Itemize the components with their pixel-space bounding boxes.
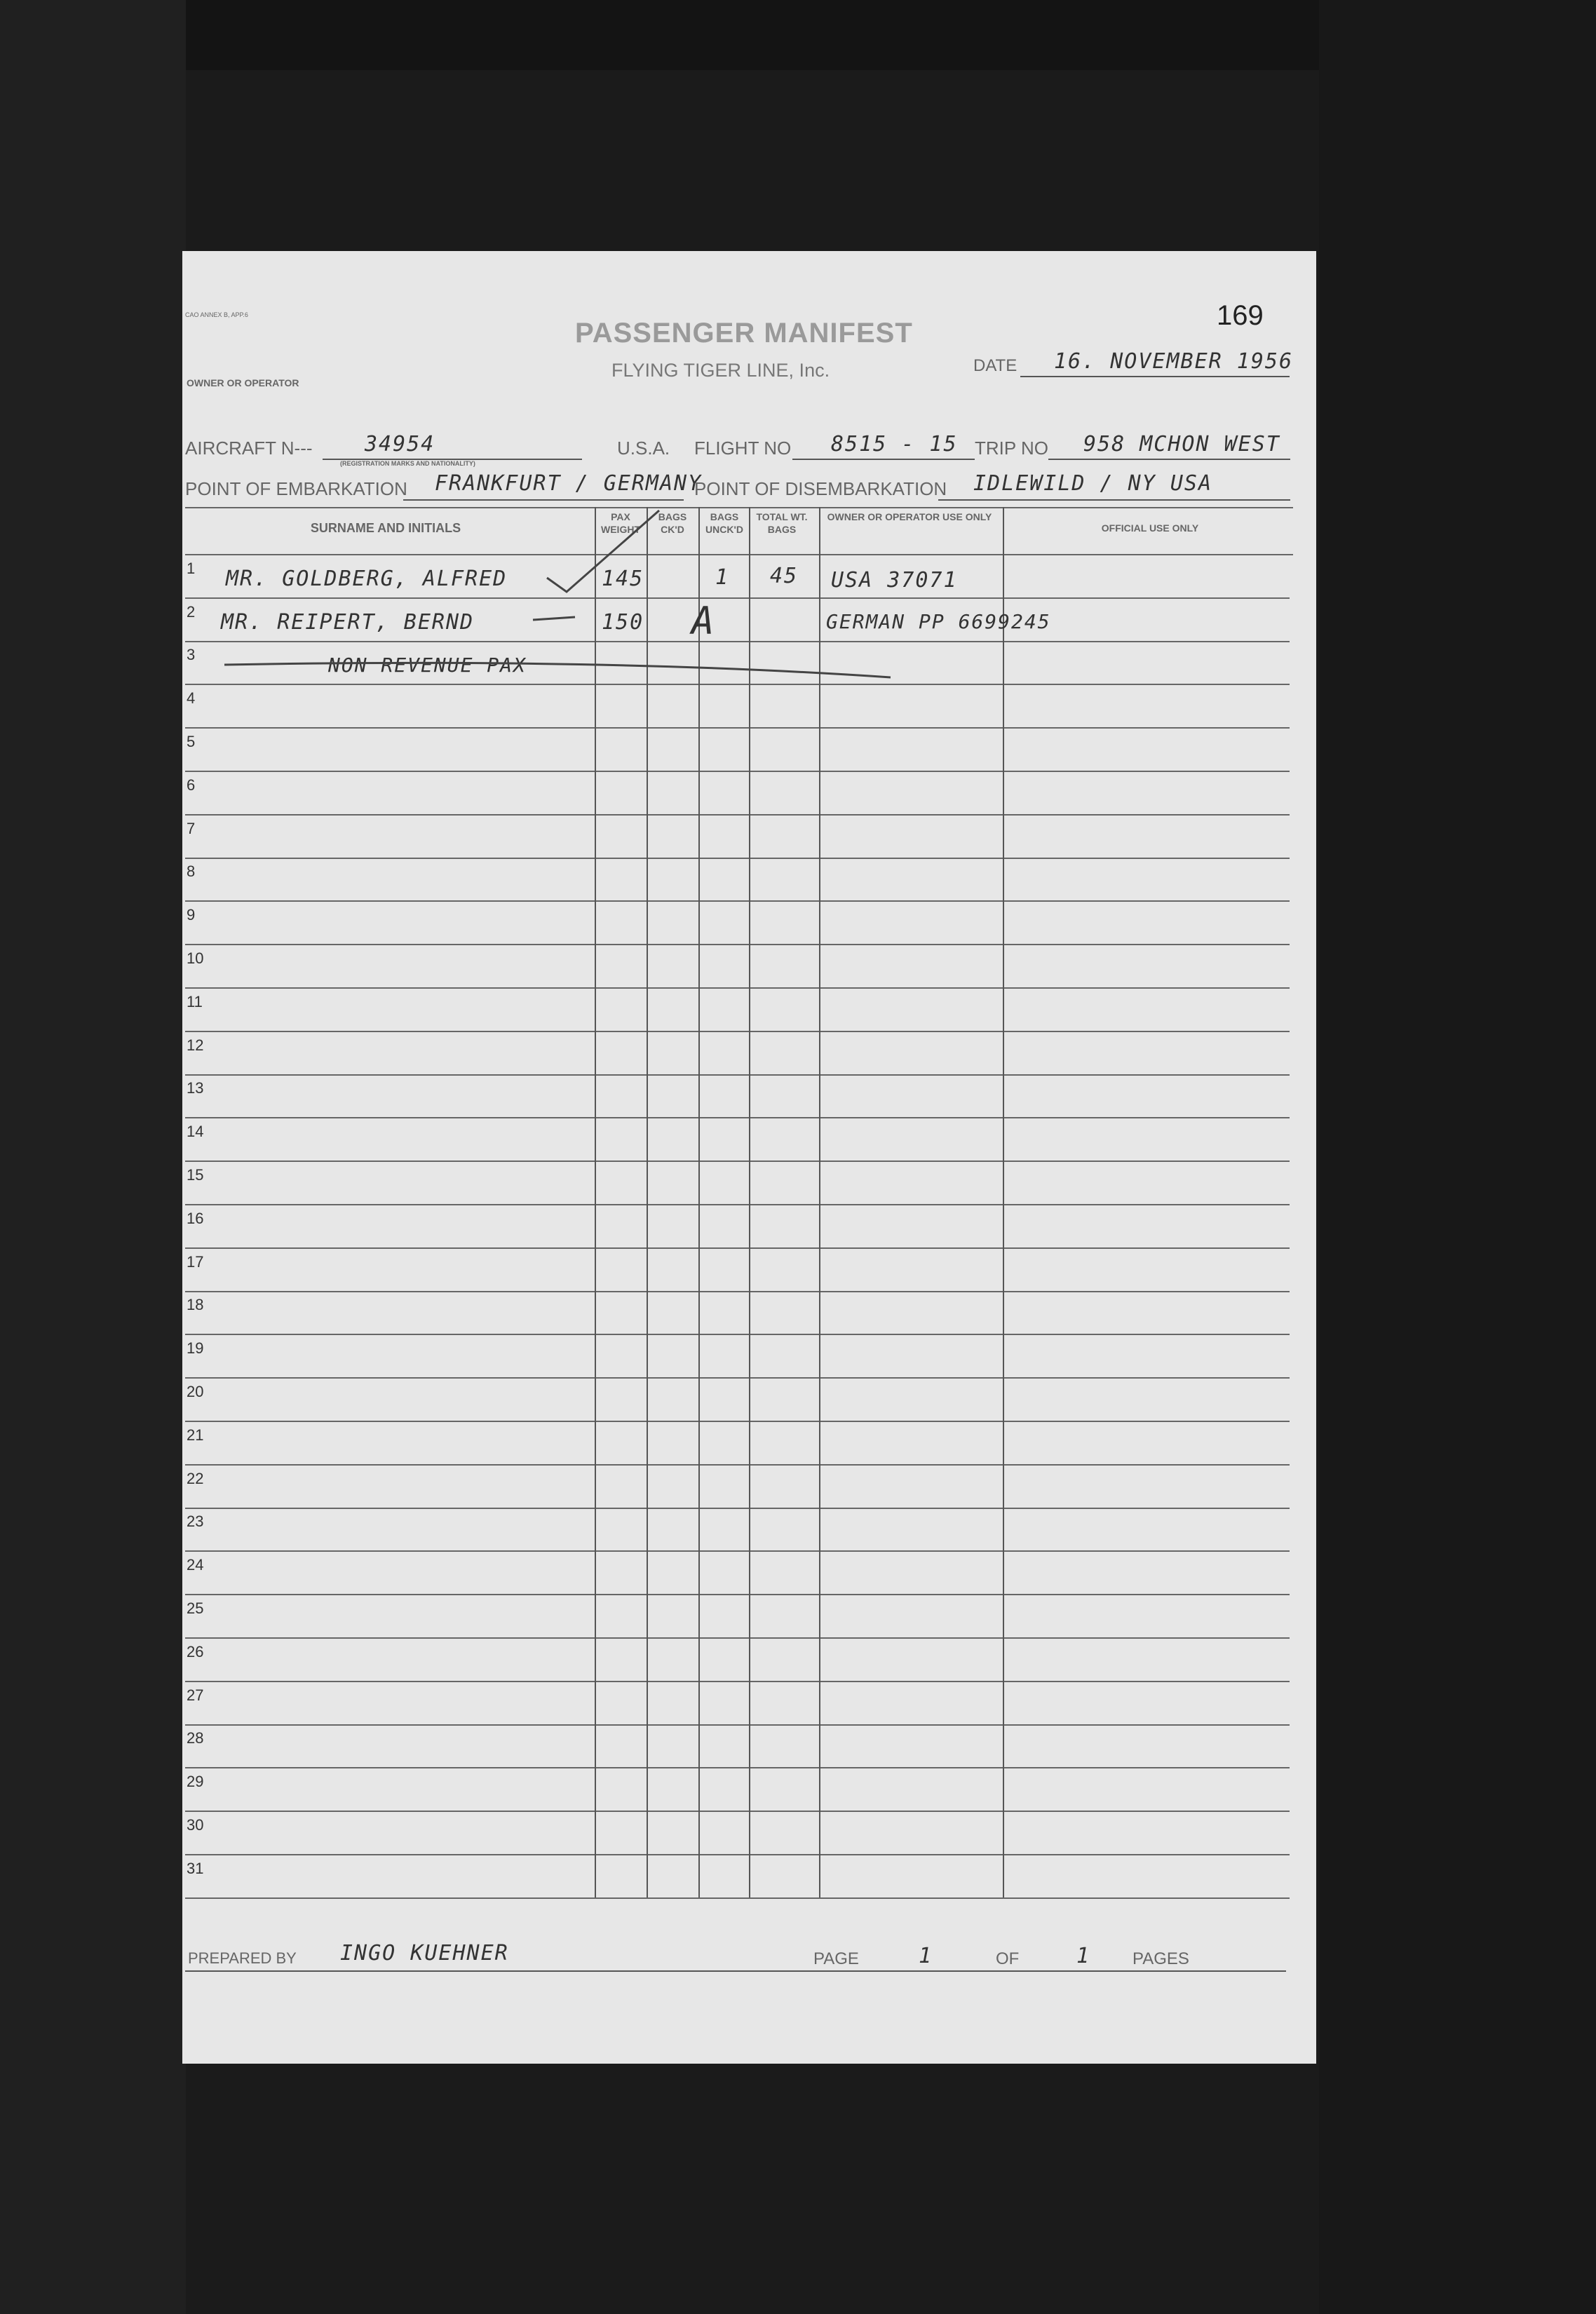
prepared-by-label: PREPARED BY bbox=[188, 1949, 297, 1967]
dash-stroke bbox=[533, 617, 575, 620]
entry-1-name: MR. GOLDBERG, ALFRED bbox=[226, 567, 508, 591]
strike-through-line bbox=[224, 663, 891, 677]
table-row-line bbox=[185, 1854, 1290, 1855]
table-row-line bbox=[185, 1767, 1290, 1768]
row-number: 28 bbox=[187, 1729, 204, 1747]
entry-1-owner-use: USA 37071 bbox=[831, 568, 958, 593]
row-number: 23 bbox=[187, 1513, 204, 1530]
trip-label: TRIP NO bbox=[975, 438, 1048, 459]
row-number: 18 bbox=[187, 1296, 204, 1313]
table-row-line bbox=[185, 1247, 1290, 1249]
film-border-left bbox=[0, 0, 186, 2314]
aircraft-value: 34954 bbox=[365, 432, 435, 456]
table-row-line bbox=[185, 900, 1290, 902]
row-number: 29 bbox=[187, 1773, 204, 1790]
table-row-line bbox=[185, 1637, 1290, 1639]
table-row-line bbox=[185, 1724, 1290, 1726]
row-number: 15 bbox=[187, 1166, 204, 1184]
embarkation-label: POINT OF EMBARKATION bbox=[185, 478, 407, 499]
row-number: 7 bbox=[187, 820, 196, 837]
row-number: 2 bbox=[187, 603, 196, 621]
trip-value: 958 MCHON WEST bbox=[1083, 432, 1280, 456]
table-row-line bbox=[185, 1334, 1290, 1335]
col-header-owner-use: OWNER OR OPERATOR USE ONLY bbox=[827, 511, 992, 522]
date-label: DATE bbox=[973, 356, 1017, 375]
entry-2-owner-use: GERMAN PP 6699245 bbox=[826, 610, 1051, 633]
row-number: 31 bbox=[187, 1860, 204, 1877]
table-row-line bbox=[185, 1291, 1290, 1292]
col-header-bags-unckd: BAGS UNCK'D bbox=[705, 511, 743, 535]
table-row-line bbox=[185, 1594, 1290, 1595]
table-row-line bbox=[185, 1508, 1290, 1509]
table-row-line bbox=[185, 1550, 1290, 1552]
row-number: 25 bbox=[187, 1599, 204, 1617]
disembarkation-value: IDLEWILD / NY USA bbox=[973, 471, 1213, 496]
footer-underline bbox=[185, 1970, 1286, 1972]
flight-value: 8515 - 15 bbox=[831, 432, 958, 456]
usa-label: U.S.A. bbox=[617, 438, 670, 459]
table-row-line bbox=[185, 1421, 1290, 1422]
pages-label: PAGES bbox=[1132, 1949, 1189, 1968]
row-number: 30 bbox=[187, 1816, 204, 1834]
table-row-line bbox=[185, 1161, 1290, 1162]
owner-operator-label: OWNER OR OPERATOR bbox=[187, 377, 299, 388]
col-header-pax-weight: PAX WEIGHT bbox=[601, 511, 640, 535]
row3-note: NON REVENUE PAX bbox=[328, 654, 527, 677]
entry-2-pax-weight: 150 bbox=[602, 610, 644, 635]
corner-note: CAO ANNEX B, APP.6 bbox=[185, 311, 248, 318]
row-number: 26 bbox=[187, 1643, 204, 1660]
manifest-title: PASSENGER MANIFEST bbox=[575, 318, 913, 349]
aircraft-sub-label: (REGISTRATION MARKS AND NATIONALITY) bbox=[340, 460, 475, 467]
manifest-page bbox=[182, 251, 1316, 2064]
table-row-line bbox=[185, 1074, 1290, 1076]
table-row-line bbox=[185, 1117, 1290, 1118]
row-number: 14 bbox=[187, 1123, 204, 1140]
date-value: 16. NOVEMBER 1956 bbox=[1054, 349, 1294, 374]
row-number: 16 bbox=[187, 1210, 204, 1227]
row-number: 1 bbox=[187, 560, 196, 577]
entry-1-bags-unckd: 1 bbox=[715, 565, 730, 590]
row-number: 5 bbox=[187, 733, 196, 750]
disembarkation-label: POINT OF DISEMBARKATION bbox=[694, 478, 947, 499]
col-header-official-use: OFFICIAL USE ONLY bbox=[1101, 522, 1199, 534]
aircraft-label: AIRCRAFT N--- bbox=[185, 438, 313, 459]
row-number: 10 bbox=[187, 949, 204, 967]
table-row-line bbox=[185, 858, 1290, 859]
row-number: 6 bbox=[187, 776, 196, 794]
row-number: 20 bbox=[187, 1383, 204, 1400]
of-value: 1 bbox=[1076, 1944, 1091, 1968]
col-header-total-wt: TOTAL WT. BAGS bbox=[756, 511, 808, 535]
table-row-line bbox=[185, 814, 1290, 816]
row-number: 3 bbox=[187, 646, 196, 663]
table-row-line bbox=[185, 1897, 1290, 1899]
film-border-right bbox=[1319, 0, 1596, 2314]
handwritten-marks bbox=[182, 251, 1316, 812]
table-row-line bbox=[185, 1204, 1290, 1205]
table-row-line bbox=[185, 1464, 1290, 1466]
entry-1-pax-weight: 145 bbox=[602, 567, 644, 591]
row-number: 22 bbox=[187, 1470, 204, 1487]
of-label: OF bbox=[996, 1949, 1020, 1968]
row-number: 13 bbox=[187, 1079, 204, 1097]
entry-2-name: MR. REIPERT, BERND bbox=[221, 610, 475, 635]
table-row-line bbox=[185, 1031, 1290, 1032]
page-label: PAGE bbox=[813, 1949, 859, 1968]
row-number: 27 bbox=[187, 1686, 204, 1704]
airline-name: FLYING TIGER LINE, Inc. bbox=[611, 360, 830, 381]
page-value: 1 bbox=[919, 1944, 933, 1968]
flight-label: FLIGHT NO bbox=[694, 438, 792, 459]
row-number: 21 bbox=[187, 1426, 204, 1444]
table-row-line bbox=[185, 1377, 1290, 1379]
row-number: 19 bbox=[187, 1339, 204, 1357]
table-row-line bbox=[185, 1681, 1290, 1682]
row-number: 12 bbox=[187, 1036, 204, 1054]
row-number: 11 bbox=[187, 993, 203, 1010]
row-number: 24 bbox=[187, 1556, 204, 1574]
page-number-stamp: 169 bbox=[1217, 300, 1264, 331]
row-number: 9 bbox=[187, 906, 196, 923]
row-number: 8 bbox=[187, 862, 196, 880]
table-row-line bbox=[185, 987, 1290, 989]
embarkation-value: FRANKFURT / GERMANY bbox=[435, 471, 703, 496]
table-row-line bbox=[185, 944, 1290, 945]
entry-1-total-wt: 45 bbox=[770, 564, 799, 588]
table-row-line bbox=[185, 1811, 1290, 1812]
row-number: 4 bbox=[187, 689, 196, 707]
prepared-by-value: INGO KUEHNER bbox=[340, 1941, 509, 1965]
col-header-bags-ckd: BAGS CK'D bbox=[658, 511, 687, 535]
col-header-name: SURNAME AND INITIALS bbox=[310, 521, 461, 535]
row-number: 17 bbox=[187, 1253, 204, 1271]
entry-2-bags-unckd: A bbox=[691, 599, 716, 643]
check-mark bbox=[547, 510, 659, 592]
